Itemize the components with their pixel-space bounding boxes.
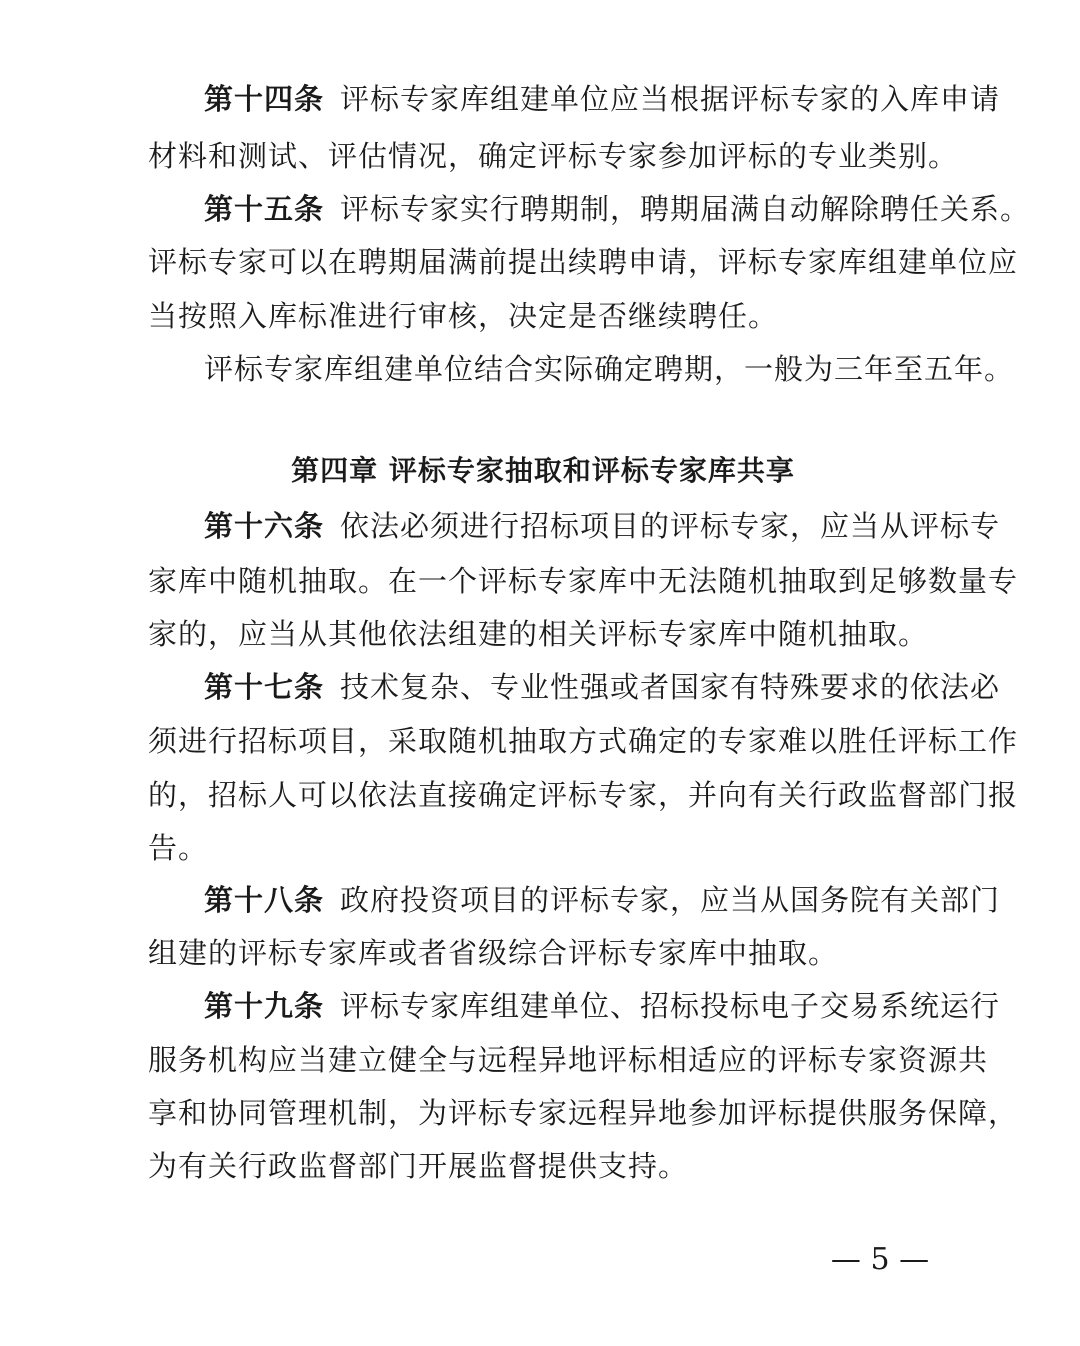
- article-18-text-1: 政府投资项目的评标专家，应当从国务院有关部门: [340, 883, 1001, 917]
- article-16-line-1: [204, 506, 1001, 546]
- article-15-paragraph-2: 评标专家库组建单位结合实际确定聘期，一般为三年至五年。: [204, 352, 1015, 386]
- article-19-line-1: [204, 986, 1001, 1026]
- article-15-line-3: 当按照入库标准进行审核，决定是否继续聘任。: [148, 299, 779, 333]
- article-17-line-1: [204, 667, 1001, 707]
- article-16-text-1: 依法必须进行招标项目的评标专家，应当从评标专: [340, 509, 1001, 543]
- article-16-line-2: 家库中随机抽取。在一个评标专家库中无法随机抽取到足够数量专: [148, 564, 1019, 598]
- article-15-line-2: 评标专家可以在聘期届满前提出续聘申请，评标专家库组建单位应: [148, 245, 1019, 279]
- article-14-line-2: 材料和测试、评估情况，确定评标专家参加评标的专业类别。: [148, 139, 959, 173]
- chapter-title: 第四章 评标专家抽取和评标专家库共享: [291, 454, 795, 487]
- article-17-title: 第十七条: [204, 670, 325, 704]
- article-19-line-2: 服务机构应当建立健全与远程异地评标相适应的评标专家资源共: [148, 1043, 989, 1077]
- article-19-title: 第十九条: [204, 989, 325, 1023]
- article-17-text-1: 技术复杂、专业性强或者国家有特殊要求的依法必: [340, 670, 1001, 704]
- article-15-line-1: [204, 189, 1031, 229]
- article-15-text-1: 评标专家实行聘期制，聘期届满自动解除聘任关系。: [340, 192, 1031, 226]
- article-15-title: 第十五条: [204, 192, 325, 226]
- article-19-line-3: 享和协同管理机制，为评标专家远程异地参加评标提供服务保障，: [148, 1096, 1019, 1130]
- article-17-line-2: 须进行招标项目，采取随机抽取方式确定的专家难以胜任评标工作: [148, 724, 1019, 758]
- article-17-line-4: 告。: [148, 831, 209, 865]
- article-18-line-1: [204, 880, 1001, 920]
- article-14-title: 第十四条: [204, 82, 325, 116]
- page-number: — 5 —: [830, 1242, 930, 1277]
- article-16-line-3: 家的，应当从其他依法组建的相关评标专家库中随机抽取。: [148, 617, 929, 651]
- article-14-text-1: 评标专家库组建单位应当根据评标专家的入库申请: [340, 82, 1001, 116]
- article-16-title: 第十六条: [204, 509, 325, 543]
- article-18-title: 第十八条: [204, 883, 325, 917]
- article-18-line-2: 组建的评标专家库或者省级综合评标专家库中抽取。: [148, 936, 839, 970]
- article-17-line-3: 的，招标人可以依法直接确定评标专家，并向有关行政监督部门报: [148, 778, 1019, 812]
- article-14-line-1: [204, 79, 1001, 119]
- article-19-line-4: 为有关行政监督部门开展监督提供支持。: [148, 1149, 689, 1183]
- article-19-text-1: 评标专家库组建单位、招标投标电子交易系统运行: [340, 989, 1001, 1023]
